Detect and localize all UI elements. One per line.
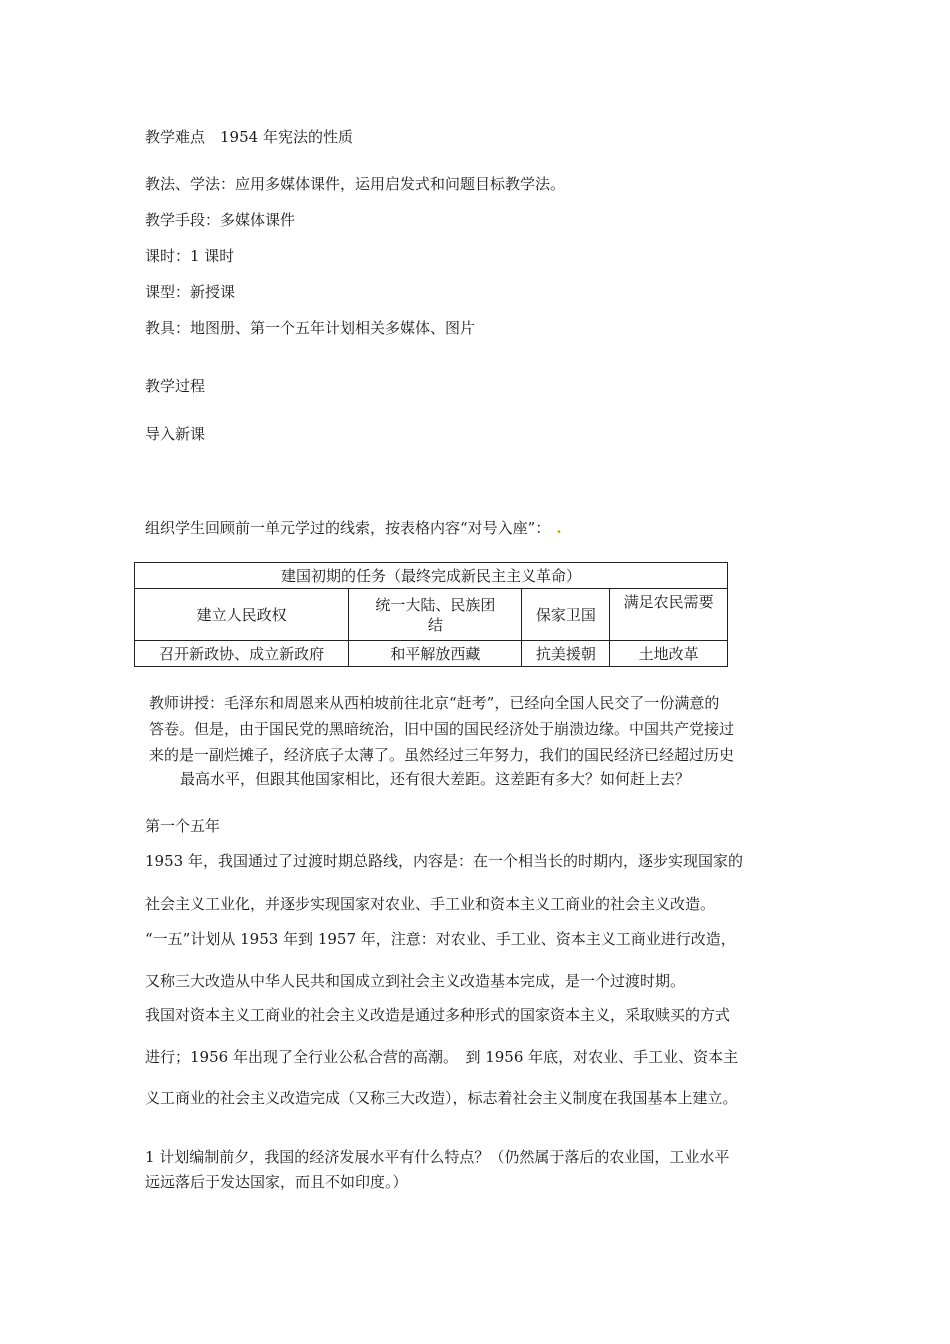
lecture-line: 答卷。但是，由于国民党的黑暗统治，旧中国的国民经济处于崩溃边缘。中国共产党接过 — [149, 720, 735, 738]
intro-heading: 导入新课 — [145, 425, 206, 443]
review-prompt — [145, 518, 562, 538]
task-cell: 保家卫国 — [522, 589, 610, 641]
section-title: 第一个五年 — [145, 817, 221, 835]
section-line: 1953 年，我国通过了过渡时期总路线，内容是：在一个相当长的时期内，逐步实现国家的 — [145, 852, 743, 870]
task-cell — [349, 589, 522, 641]
table-row — [135, 589, 728, 641]
event-cell: 召开新政协、成立新政府 — [135, 641, 349, 667]
task-cell: 建立人民政权 — [135, 589, 349, 641]
section-line: “一五”计划从 1953 年到 1957 年，注意：对农业、手工业、资本主义工商业进行改造， — [145, 930, 736, 948]
section-line: 社会主义工业化，并逐步实现国家对农业、手工业和资本主义工商业的社会主义改造。 — [145, 895, 716, 913]
task-cell: 满足农民需要 — [610, 589, 728, 641]
section-line: 进行；1956 年出现了全行业公私合营的高潮。 到 1956 年底，对农业、手工业、资本主 — [145, 1048, 739, 1066]
teaching-tools: 教具：地图册、第一个五年计划相关多媒体、图片 — [145, 319, 476, 337]
teaching-means: 教学手段：多媒体课件 — [145, 211, 296, 229]
event-cell: 抗美援朝 — [522, 641, 610, 667]
task-cell-line: 统一大陆、民族团 — [375, 595, 496, 614]
review-prompt-text: 组织学生回顾前一单元学过的线索，按表格内容“对号入座”： — [145, 519, 551, 537]
review-mark: . — [556, 519, 562, 537]
teaching-methods: 教法、学法：应用多媒体课件，运用启发式和问题目标教学法。 — [145, 175, 566, 193]
task-cell-line: 结 — [427, 615, 443, 634]
event-cell: 土地改革 — [610, 641, 728, 667]
lecture-line: 来的是一副烂摊子，经济底子太薄了。虽然经过三年努力，我们的国民经济已经超过历史 — [149, 746, 735, 764]
table-header-row — [135, 563, 728, 589]
question-line: 远远落后于发达国家，而且不如印度。） — [145, 1173, 408, 1191]
tasks-table — [134, 562, 728, 667]
section-line: 义工商业的社会主义改造完成（又称三大改造），标志着社会主义制度在我国基本上建立。 — [145, 1089, 738, 1107]
lesson-type: 课型：新授课 — [145, 283, 236, 301]
section-line: 我国对资本主义工商业的社会主义改造是通过多种形式的国家资本主义，采取赎买的方式 — [145, 1006, 731, 1024]
lecture-line: 教师讲授：毛泽东和周恩来从西柏坡前往北京“赶考”，已经向全国人民交了一份满意的 — [149, 694, 720, 712]
table-header-cell: 建国初期的任务（最终完成新民主主义革命） — [135, 563, 728, 589]
process-title: 教学过程 — [145, 377, 206, 395]
lecture-line: 最高水平，但跟其他国家相比，还有很大差距。这差距有多大？如何赶上去？ — [180, 770, 691, 788]
event-cell: 和平解放西藏 — [349, 641, 522, 667]
table-row — [135, 641, 728, 667]
teaching-difficulty: 教学难点 1954 年宪法的性质 — [145, 128, 353, 146]
question-line: 1 计划编制前夕，我国的经济发展水平有什么特点？（仍然属于落后的农业国，工业水平 — [145, 1148, 730, 1166]
class-period: 课时：1 课时 — [145, 247, 235, 265]
section-line: 又称三大改造从中华人民共和国成立到社会主义改造基本完成，是一个过渡时期。 — [145, 972, 686, 990]
